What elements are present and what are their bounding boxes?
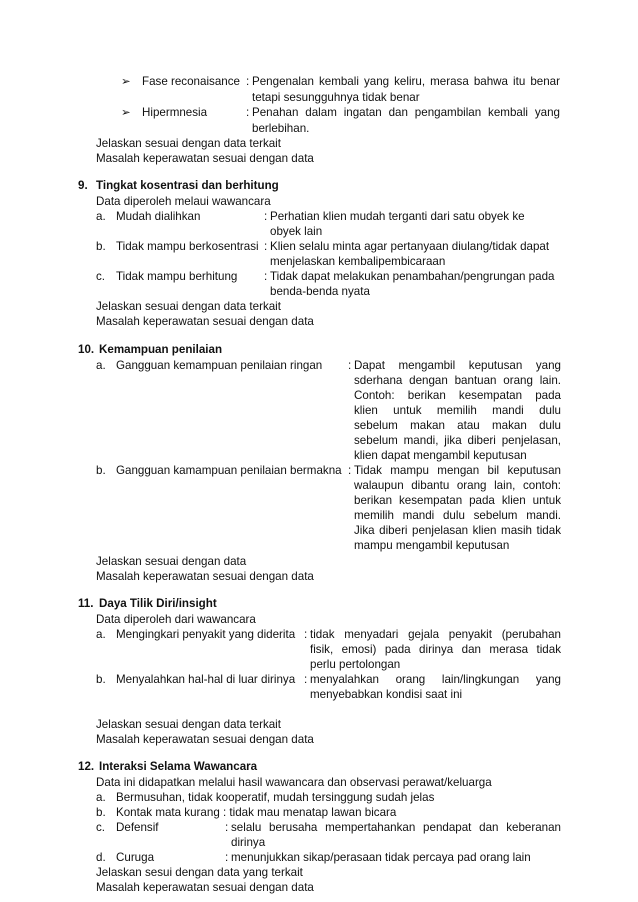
s11-item-label: Mengingkari penyakit yang diderita: [116, 628, 296, 641]
section-11-intro: Data diperoleh dari wawancara: [96, 613, 256, 626]
section-12-intro: Data ini didapatkan melalui hasil wawancara dan observasi perawat/keluarga: [96, 776, 492, 789]
bullet-arrow-icon: ➢: [121, 75, 131, 88]
section-11-title: Daya Tilik Diri/insight: [99, 597, 217, 610]
s11-item-desc: tidak menyadari gejala penyakit (perubahan: [310, 628, 561, 641]
section-9-number: 9.: [78, 179, 88, 192]
s12-item-desc: selalu berusaha mempertahankan pendapat dan keberanan: [231, 821, 561, 834]
hipermnesia-desc-2: berlebihan.: [252, 122, 310, 135]
fase-reconaisance-desc: Pengenalan kembali yang keliru, merasa bahwa itu benar: [252, 75, 560, 88]
section-9-title: Tingkat kosentrasi dan berhitung: [96, 179, 279, 192]
s10-item-desc: Tidak mampu mengan bil keputusan: [354, 464, 561, 477]
s9-item-desc: Tidak dapat melakukan penambahan/pengrungan pada: [270, 270, 555, 283]
s9-item-desc: obyek lain: [270, 225, 323, 238]
s10-item-desc: memilih mandi dulu sebelum mandi.: [354, 509, 561, 522]
fase-reconaisance-label: Fase reconaisance: [142, 75, 240, 88]
masalah-line: Masalah keperawatan sesuai dengan data: [96, 733, 314, 746]
hipermnesia-label: Hipermnesia: [142, 106, 208, 119]
fase-reconaisance-desc-2: tetapi sesungguhnya tidak benar: [252, 91, 420, 104]
s12-item-text: Kontak mata kurang : tidak mau menatap lawan bicara: [116, 806, 397, 819]
s10-item-desc: sderhana dengan bantuan orang lain.: [354, 374, 561, 387]
s10-item-desc: klien untuk memilih mandi dulu: [354, 404, 561, 417]
section-10-title: Kemampuan penilaian: [99, 343, 223, 356]
jelaskan-line: Jelaskan sesuai dengan data terkait: [96, 718, 281, 731]
jelaskan-line: Jelaskan sesuai dengan data terkait: [96, 137, 281, 150]
section-10-number: 10.: [78, 343, 95, 356]
s10-item-desc: Jika diberi penjelasan klien masih tidak: [354, 524, 561, 537]
masalah-line: Masalah keperawatan sesuai dengan data: [96, 152, 314, 165]
s9-item-label: Tidak mampu berhitung: [116, 270, 238, 283]
s9-item-label: Tidak mampu berkosentrasi: [116, 240, 259, 253]
s10-item-desc: walaupun dibantu orang lain, contoh:: [354, 479, 561, 492]
hipermnesia-desc: Penahan dalam ingatan dan pengambilan kembali yang: [252, 106, 560, 119]
s12-item-label: Curuga: [116, 851, 155, 864]
s10-item-desc: mampu mengambil keputusan: [354, 539, 510, 552]
s10-item-label: Gangguan kamampuan penilaian bermakna: [116, 464, 342, 477]
s12-item-desc: menunjukkan sikap/perasaan tidak percaya pad orang lain: [231, 851, 531, 864]
masalah-line: Masalah keperawatan sesuai dengan data: [96, 570, 314, 583]
section-9-intro: Data diperoleh melaui wawancara: [96, 195, 271, 208]
s9-item-desc: Perhatian klien mudah terganti dari satu obyek ke: [270, 210, 525, 223]
section-12-title: Interaksi Selama Wawancara: [99, 760, 258, 773]
s10-item-desc: sebelum mandi, jika diberi penjelasan,: [354, 434, 561, 447]
s9-item-desc: menjelaskan kembalipembicaraan: [270, 255, 446, 268]
s11-item-desc: fisik, emosi) pada dirinya dan merasa tidak: [310, 643, 561, 656]
s11-item-desc: menyebabkan kondisi saat ini: [310, 688, 463, 701]
s10-item-desc: Dapat mengambil keputusan yang: [354, 359, 561, 372]
section-12-number: 12.: [78, 760, 95, 773]
s9-item-label: Mudah dialihkan: [116, 210, 201, 223]
jelaskan-line: Jelaskan sesui dengan data yang terkait: [96, 866, 303, 879]
s11-item-desc: perlu pertolongan: [310, 658, 401, 671]
bullet-arrow-icon: ➢: [121, 106, 131, 119]
masalah-line: Masalah keperawatan sesuai dengan data: [96, 881, 314, 894]
s12-item-label: Defensif: [116, 821, 159, 834]
s11-item-desc: menyalahkan orang lain/lingkungan yang: [310, 673, 561, 686]
s10-item-desc: Contoh: berikan kesempatan pada: [354, 389, 561, 402]
s9-item-desc: Klien selalu minta agar pertanyaan diulang/tidak dapat: [270, 240, 550, 253]
jelaskan-line: Jelaskan sesuai dengan data: [96, 555, 247, 568]
s12-item-text: Bermusuhan, tidak kooperatif, mudah tersinggung sudah jelas: [116, 791, 435, 804]
masalah-line: Masalah keperawatan sesuai dengan data: [96, 315, 314, 328]
section-11-number: 11.: [78, 597, 94, 610]
s10-item-desc: klien dapat mengambil keputusan: [354, 449, 527, 462]
s9-item-desc: benda-benda nyata: [270, 285, 370, 298]
s11-item-label: Menyalahkan hal-hal di luar dirinya: [116, 673, 296, 686]
s10-item-desc: sebelum makan atau makan dulu: [354, 419, 561, 432]
s10-item-label: Gangguan kemampuan penilaian ringan: [116, 359, 323, 372]
s12-item-desc: dirinya: [231, 836, 266, 849]
s10-item-desc: berikan kesempatan pada klien untuk: [354, 494, 561, 507]
jelaskan-line: Jelaskan sesuai dengan data terkait: [96, 300, 281, 313]
